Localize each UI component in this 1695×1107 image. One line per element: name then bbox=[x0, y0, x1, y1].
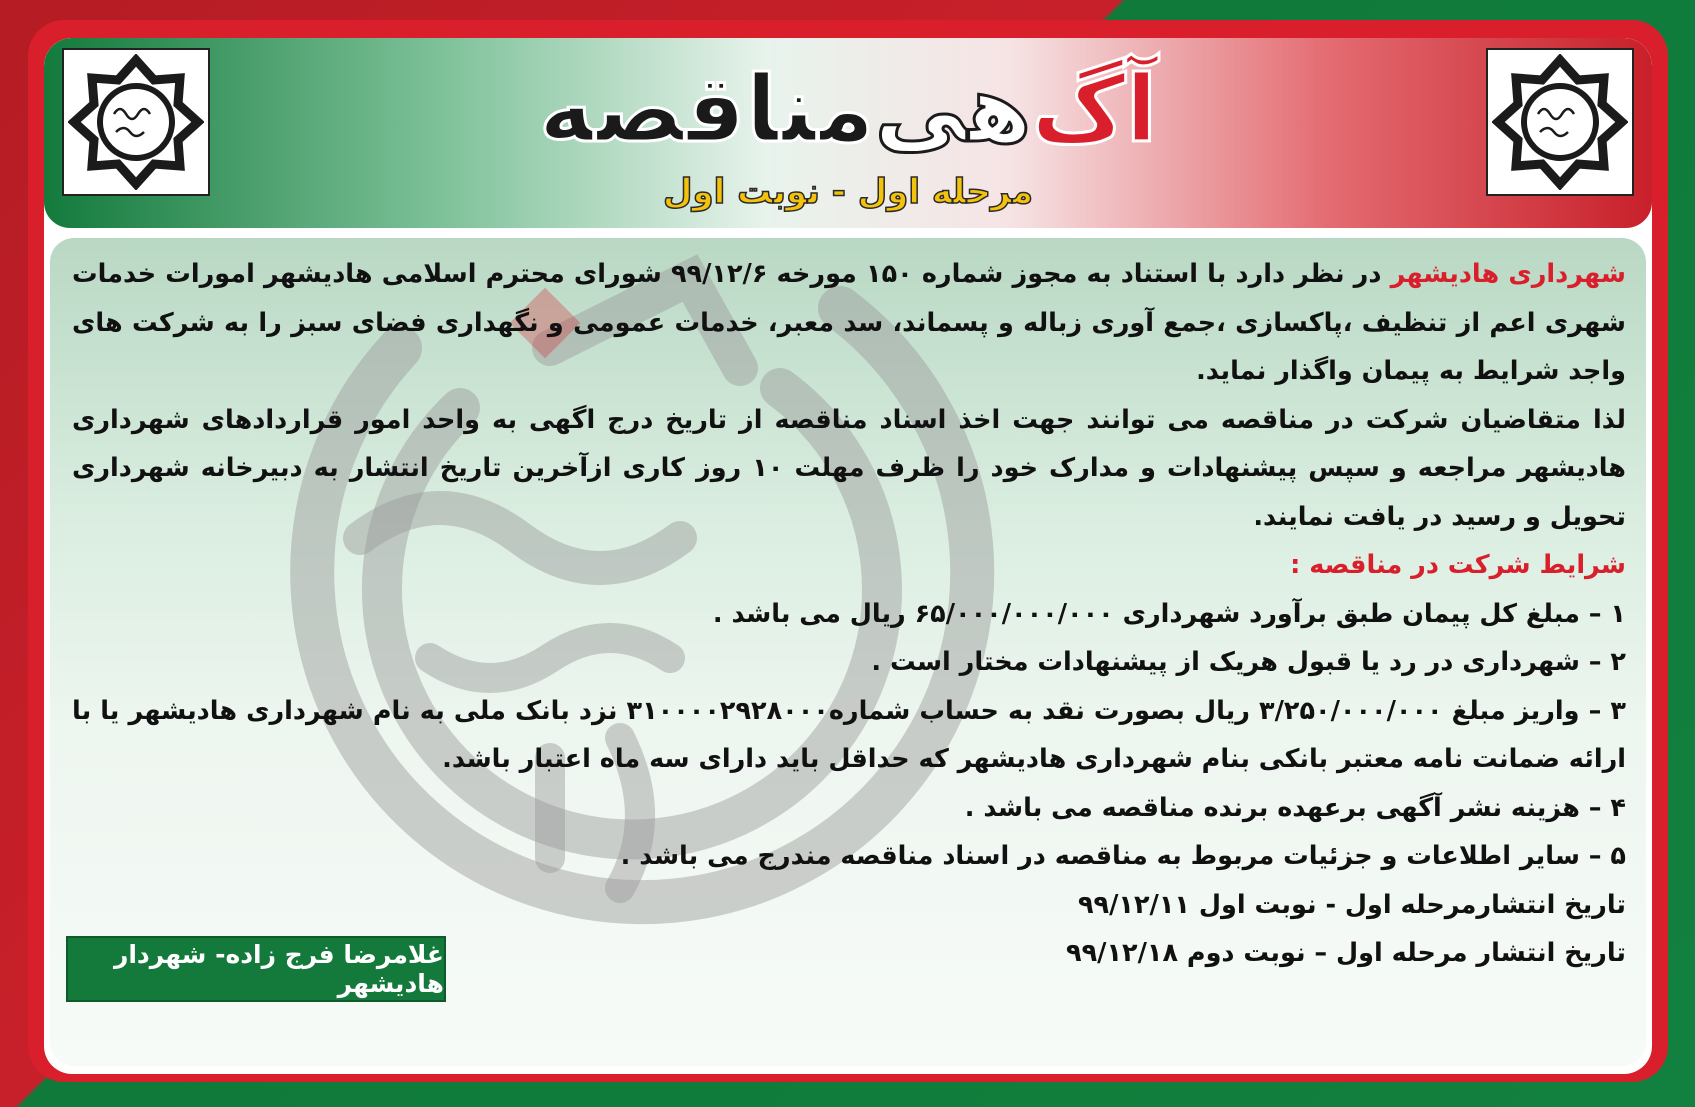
condition-item: ۵ – سایر اطلاعات و جزئیات مربوط به مناقصه در اسناد مناقصه مندرج می باشد . bbox=[620, 841, 1626, 871]
announcement-text bbox=[72, 250, 1626, 978]
condition-item: ۳ – واریز مبلغ ۳/۲۵۰/۰۰۰/۰۰۰ ریال بصورت نقد به حساب شماره۳۱۰۰۰۰۲۹۲۸۰۰۰ نزد بانک ملی به نام شهرداری هادیشهر یا با ارائه ضمانت نامه معتبر بانکی بنام شهرداری هادیشهر که حداقل باید دارای سه ماه اعتبار باشد. bbox=[72, 695, 1626, 774]
inner-frame bbox=[44, 38, 1652, 1074]
intro-text: در نظر دارد با استناد به مجوز شماره ۱۵۰ مورخه ۹۹/۱۲/۶ شورای محترم اسلامی هادیشهر امورات خدمات شهری اعم از تنظیف ،پاکسازی ،جمع آوری زباله و پسماند، سد معبر، خدمات عمومی و نگهداری فضای سبز را به شرکت های واجد شرایط به پیمان واگذار نماید. bbox=[72, 259, 1626, 386]
header-banner bbox=[44, 38, 1652, 228]
condition-item: ۱ – مبلغ کل پیمان طبق برآورد شهرداری ۶۵/۰۰۰/۰۰۰/۰۰۰ ریال می باشد . bbox=[712, 598, 1626, 629]
conditions-heading: شرایط شرکت در مناقصه : bbox=[1290, 550, 1626, 580]
municipality-emblem-icon bbox=[1486, 48, 1634, 196]
header-title bbox=[44, 50, 1652, 170]
title-part-b: هی bbox=[874, 56, 1032, 163]
condition-item: ۲ – شهرداری در رد یا قبول هریک از پیشنهادات مختار است . bbox=[871, 647, 1626, 677]
publish-date-1: تاریخ انتشارمرحله اول - نوبت اول ۹۹/۱۲/۱۱ bbox=[1077, 889, 1626, 920]
paragraph-2: لذا متقاضیان شرکت در مناقصه می توانند جهت اخذ اسناد مناقصه از تاریخ درج اگهی به واحد امور قراردادهای شهرداری هادیشهر مراجعه و سپس پیشنهادات و مدارک خود را ظرف مهلت ۱۰ روز کاری ازآخرین تاریخ انتشار به دبیرخانه شهرداری تحویل و رسید در یافت نمایند. bbox=[72, 404, 1626, 532]
publish-date-2: تاریخ انتشار مرحله اول – نوبت دوم ۹۹/۱۲/۱۸ bbox=[1066, 938, 1626, 968]
title-part-a: آگ bbox=[1031, 56, 1158, 163]
intro-highlight: شهرداری هادیشهر bbox=[1390, 259, 1626, 289]
body-card bbox=[50, 238, 1646, 1066]
intro-paragraph bbox=[72, 250, 1626, 396]
condition-item: ۴ – هزینه نشر آگهی برعهده برنده مناقصه می باشد . bbox=[964, 792, 1626, 823]
header-subtitle: مرحله اول - نوبت اول bbox=[662, 172, 1034, 212]
title-part-c: مناقصه bbox=[538, 56, 875, 163]
signature-box: غلامرضا فرج زاده- شهردار هادیشهر bbox=[66, 936, 446, 1002]
